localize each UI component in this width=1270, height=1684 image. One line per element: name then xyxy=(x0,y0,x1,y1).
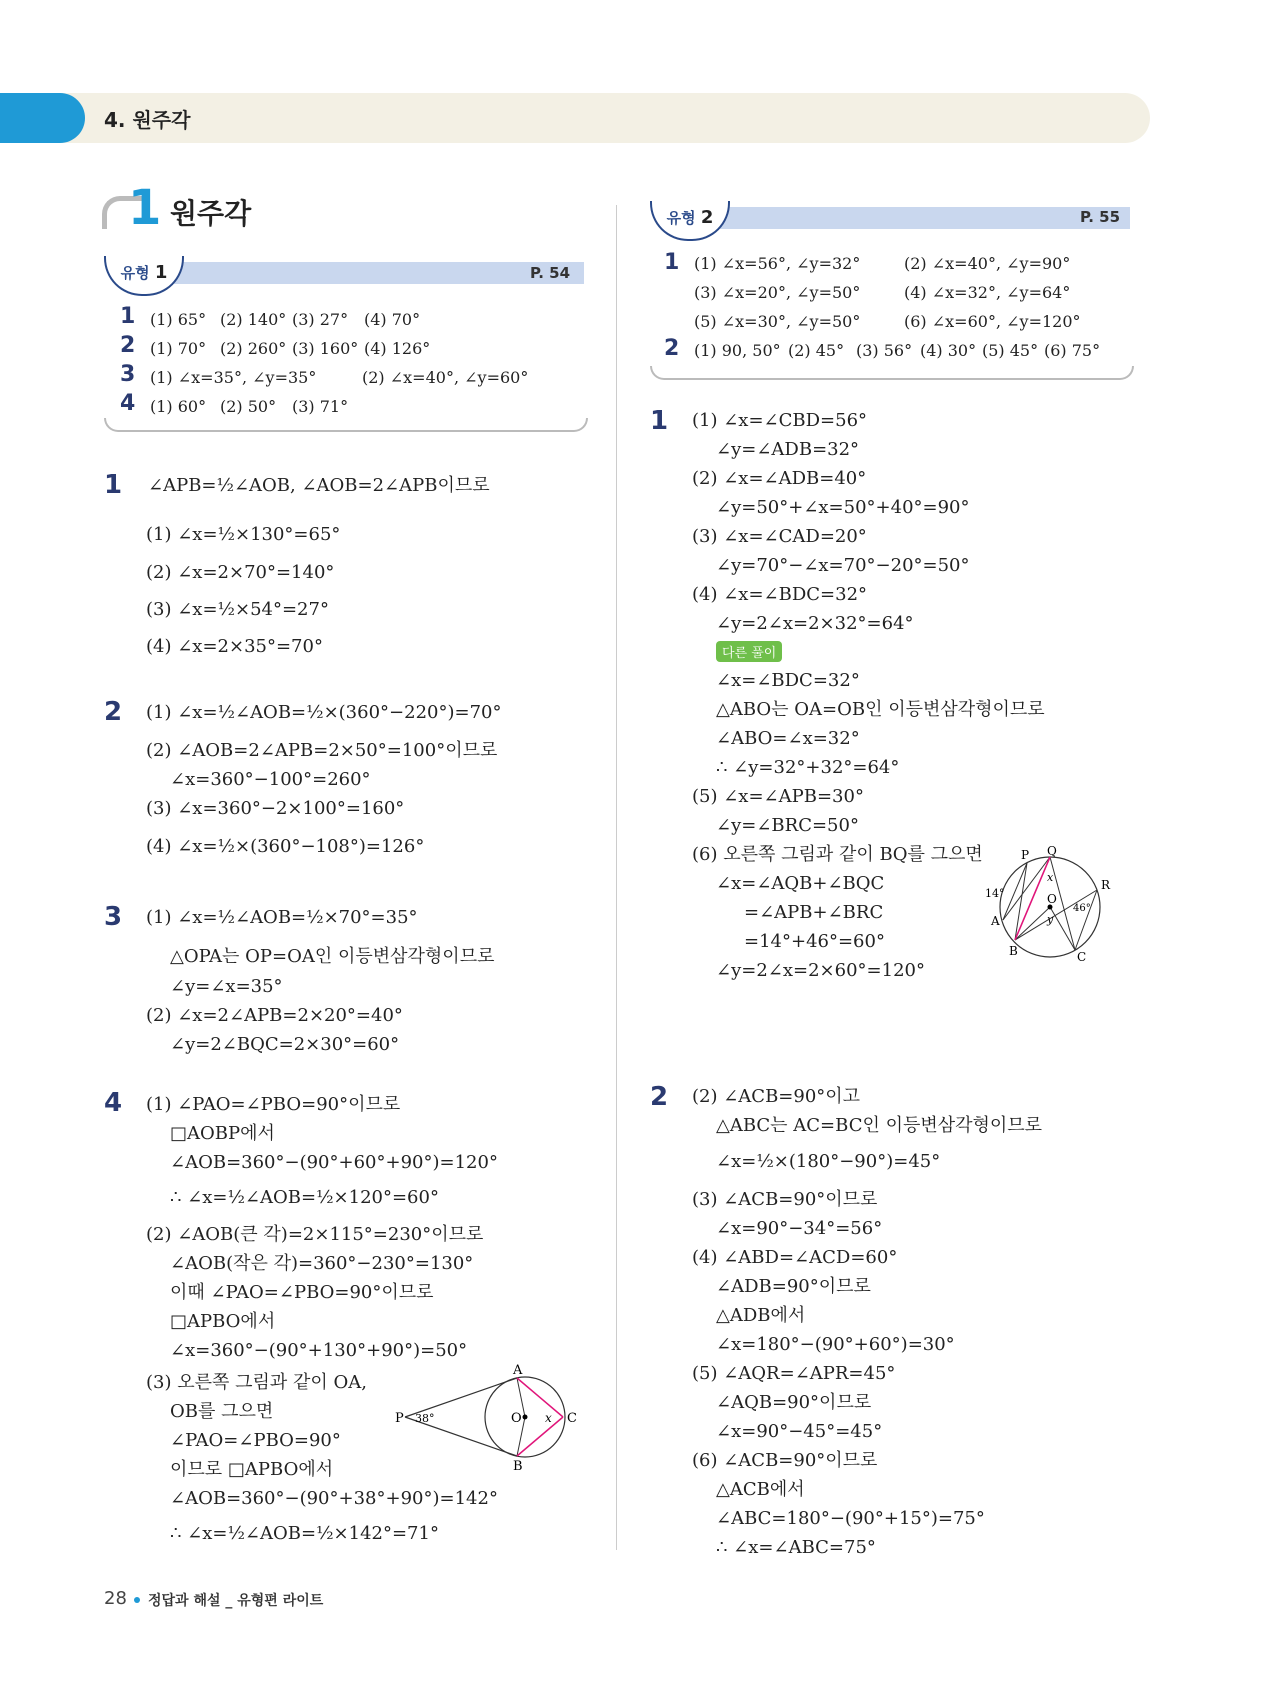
q2-line5: ∠x=90°−34°=56° xyxy=(716,1218,883,1239)
p4-number: 4 xyxy=(104,1088,123,1118)
fig2-label-a: A xyxy=(991,914,1000,928)
p4-line1: (1) ∠PAO=∠PBO=90°이므로 xyxy=(146,1094,401,1115)
ans1-row: (1) 65° (2) 140° (3) 27° (4) 70° xyxy=(150,310,421,329)
q1-line7: (4) ∠x=∠BDC=32° xyxy=(692,584,868,605)
q2-line2: △ABC는 AC=BC인 이등변삼각형이므로 xyxy=(716,1115,1043,1136)
p2-line1: (1) ∠x=½∠AOB=½×(360°−220°)=70° xyxy=(146,702,502,723)
type2-bar xyxy=(694,207,1130,229)
q2-line14: △ACB에서 xyxy=(716,1479,805,1500)
p4-line4: ∴ ∠x=½∠AOB=½×120°=60° xyxy=(170,1187,439,1208)
q2-number: 2 xyxy=(650,1082,669,1112)
q1-line14: ∠y=∠BRC=50° xyxy=(716,815,859,836)
q1-line15: (6) 오른쪽 그림과 같이 BQ를 그으면 xyxy=(692,844,983,865)
q2-line15: ∠ABC=180°−(90°+15°)=75° xyxy=(716,1508,985,1529)
p3-line3: ∠y=∠x=35° xyxy=(170,976,283,997)
p3-line1: (1) ∠x=½∠AOB=½×70°=35° xyxy=(146,907,418,928)
ans2-row: (1) 70° (2) 260° (3) 160° (4) 126° xyxy=(150,339,431,358)
tangent-circle-figure xyxy=(395,1362,595,1472)
type2-page-ref: P. 55 xyxy=(1080,208,1121,226)
page-number: 28 xyxy=(104,1588,127,1609)
p4-line14: ∠AOB=360°−(90°+38°+90°)=142° xyxy=(170,1488,498,1509)
p4-line13: 이므로 □APBO에서 xyxy=(170,1459,334,1480)
q1-line1: (1) ∠x=∠CBD=56° xyxy=(692,410,868,431)
p4-line11: OB를 그으면 xyxy=(170,1401,274,1422)
ans3-row: (1) ∠x=35°, ∠y=35° (2) ∠x=40°, ∠y=60° xyxy=(150,368,529,387)
type2-ans2-row: (1) 90, 50° (2) 45° (3) 56° (4) 30° (5) 45° (6) 75° xyxy=(694,341,1101,360)
q2-line12: ∠x=90°−45°=45° xyxy=(716,1421,883,1442)
ans3-number: 3 xyxy=(120,362,136,387)
p4-line15: ∴ ∠x=½∠AOB=½×142°=71° xyxy=(170,1523,439,1544)
ans2-number: 2 xyxy=(120,333,136,358)
q1-line2: ∠y=∠ADB=32° xyxy=(716,439,860,460)
fig2-label-p: P xyxy=(1021,848,1030,862)
p1-line1: (1) ∠x=½×130°=65° xyxy=(146,524,341,545)
type2-answer-box xyxy=(650,366,1134,380)
p2-line4: (3) ∠x=360°−2×100°=160° xyxy=(146,798,405,819)
chapter-title: 4. 원주각 xyxy=(104,108,191,132)
p1-line4: (4) ∠x=2×35°=70° xyxy=(146,636,323,657)
fig1-label-x: x xyxy=(545,1411,552,1425)
type1-badge: 유형 1 xyxy=(104,256,184,296)
p1-number: 1 xyxy=(104,470,123,500)
alt-solution-badge: 다른 풀이 xyxy=(716,641,782,662)
fig2-label-o: O xyxy=(1047,892,1057,906)
p1-line3: (3) ∠x=½×54°=27° xyxy=(146,599,329,620)
fig2-label-r: R xyxy=(1101,878,1111,892)
fig1-label-c: C xyxy=(567,1411,577,1426)
p4-line12: ∠PAO=∠PBO=90° xyxy=(170,1430,341,1451)
q2-line11: ∠AQB=90°이므로 xyxy=(716,1392,872,1413)
p2-line3: ∠x=360°−100°=260° xyxy=(170,769,371,790)
type1-bar xyxy=(150,262,584,284)
q2-line6: (4) ∠ABD=∠ACD=60° xyxy=(692,1247,898,1268)
type1-page-ref: P. 54 xyxy=(530,264,571,282)
fig2-label-x: x xyxy=(1047,871,1054,884)
type2-badge: 유형 2 xyxy=(650,201,730,241)
ans1-number: 1 xyxy=(120,304,136,329)
fig2-label-q: Q xyxy=(1047,845,1057,858)
fig2-label-14: 14° xyxy=(985,887,1005,900)
p4-line8: □APBO에서 xyxy=(170,1311,276,1332)
p1-line2: (2) ∠x=2×70°=140° xyxy=(146,562,335,583)
p4-line7: 이때 ∠PAO=∠PBO=90°이므로 xyxy=(170,1282,434,1303)
footer-dot xyxy=(134,1597,140,1603)
fig1-label-o: O xyxy=(511,1411,522,1426)
type1-answer-box xyxy=(104,418,588,432)
fig2-label-46: 46° xyxy=(1073,903,1091,914)
p4-line6: ∠AOB(작은 각)=360°−230°=130° xyxy=(170,1253,474,1274)
type2-ans1-row1: (1) ∠x=56°, ∠y=32° (2) ∠x=40°, ∠y=90° xyxy=(694,254,1071,273)
p4-line5: (2) ∠AOB(큰 각)=2×115°=230°이므로 xyxy=(146,1224,484,1245)
q2-line16: ∴ ∠x=∠ABC=75° xyxy=(716,1537,876,1558)
q1-line9: ∠x=∠BDC=32° xyxy=(716,670,860,691)
section-title: 원주각 xyxy=(170,197,252,230)
q2-line9: ∠x=180°−(90°+60°)=30° xyxy=(716,1334,955,1355)
q1-line3: (2) ∠x=∠ADB=40° xyxy=(692,468,867,489)
q1-line12: ∴ ∠y=32°+32°=64° xyxy=(716,757,900,778)
p2-line2: (2) ∠AOB=2∠APB=2×50°=100°이므로 xyxy=(146,740,498,761)
q1-line18: =14°+46°=60° xyxy=(744,931,885,952)
q2-line8: △ADB에서 xyxy=(716,1305,806,1326)
q2-line1: (2) ∠ACB=90°이고 xyxy=(692,1086,861,1107)
q1-number: 1 xyxy=(650,406,669,436)
fig1-label-p: P xyxy=(395,1411,404,1426)
q1-line10: △ABO는 OA=OB인 이등변삼각형이므로 xyxy=(716,699,1045,720)
footer-text: 정답과 해설 _ 유형편 라이트 xyxy=(148,1593,324,1609)
fig1-label-b: B xyxy=(513,1459,523,1472)
p1-intro: ∠APB=½∠AOB, ∠AOB=2∠APB이므로 xyxy=(148,475,490,496)
p4-line9: ∠x=360°−(90°+130°+90°)=50° xyxy=(170,1340,468,1361)
q2-line13: (6) ∠ACB=90°이므로 xyxy=(692,1450,878,1471)
q1-line17: =∠APB+∠BRC xyxy=(744,902,884,923)
column-divider xyxy=(616,205,617,1550)
p3-line2: △OPA는 OP=OA인 이등변삼각형이므로 xyxy=(170,946,495,967)
q1-line11: ∠ABO=∠x=32° xyxy=(716,728,860,749)
p2-line5: (4) ∠x=½×(360°−108°)=126° xyxy=(146,836,425,857)
q1-line5: (3) ∠x=∠CAD=20° xyxy=(692,526,867,547)
fig2-label-c: C xyxy=(1077,950,1087,964)
ans4-row: (1) 60° (2) 50° (3) 71° xyxy=(150,397,349,416)
inscribed-angle-figure xyxy=(985,845,1120,970)
q2-line3: ∠x=½×(180°−90°)=45° xyxy=(716,1151,941,1172)
type2-ans2-number: 2 xyxy=(664,336,680,361)
q1-line8: ∠y=2∠x=2×32°=64° xyxy=(716,613,914,634)
fig1-label-a: A xyxy=(513,1363,523,1378)
q1-line4: ∠y=50°+∠x=50°+40°=90° xyxy=(716,497,970,518)
p4-line3: ∠AOB=360°−(90°+60°+90°)=120° xyxy=(170,1152,498,1173)
fig2-label-b: B xyxy=(1009,944,1018,958)
q2-line4: (3) ∠ACB=90°이므로 xyxy=(692,1189,878,1210)
q2-line10: (5) ∠AQR=∠APR=45° xyxy=(692,1363,896,1384)
q2-line7: ∠ADB=90°이므로 xyxy=(716,1276,871,1297)
p2-number: 2 xyxy=(104,697,123,727)
q1-line16: ∠x=∠AQB+∠BQC xyxy=(716,873,885,894)
chapter-tab xyxy=(0,93,85,143)
section-number: 1 xyxy=(128,180,162,236)
p3-line4: (2) ∠x=2∠APB=2×20°=40° xyxy=(146,1005,403,1026)
p3-number: 3 xyxy=(104,902,123,932)
q1-line13: (5) ∠x=∠APB=30° xyxy=(692,786,864,807)
p4-line2: □AOBP에서 xyxy=(170,1123,275,1144)
q1-line6: ∠y=70°−∠x=70°−20°=50° xyxy=(716,555,970,576)
p4-line10: (3) 오른쪽 그림과 같이 OA, xyxy=(146,1372,367,1393)
q1-line19: ∠y=2∠x=2×60°=120° xyxy=(716,960,925,981)
fig2-label-y: y xyxy=(1047,913,1054,926)
p3-line5: ∠y=2∠BQC=2×30°=60° xyxy=(170,1034,400,1055)
fig1-label-angle: 38° xyxy=(415,1412,435,1425)
type2-ans1-number: 1 xyxy=(664,250,680,275)
ans4-number: 4 xyxy=(120,391,136,416)
type2-ans1-row3: (5) ∠x=30°, ∠y=50° (6) ∠x=60°, ∠y=120° xyxy=(694,312,1081,331)
type2-ans1-row2: (3) ∠x=20°, ∠y=50° (4) ∠x=32°, ∠y=64° xyxy=(694,283,1071,302)
